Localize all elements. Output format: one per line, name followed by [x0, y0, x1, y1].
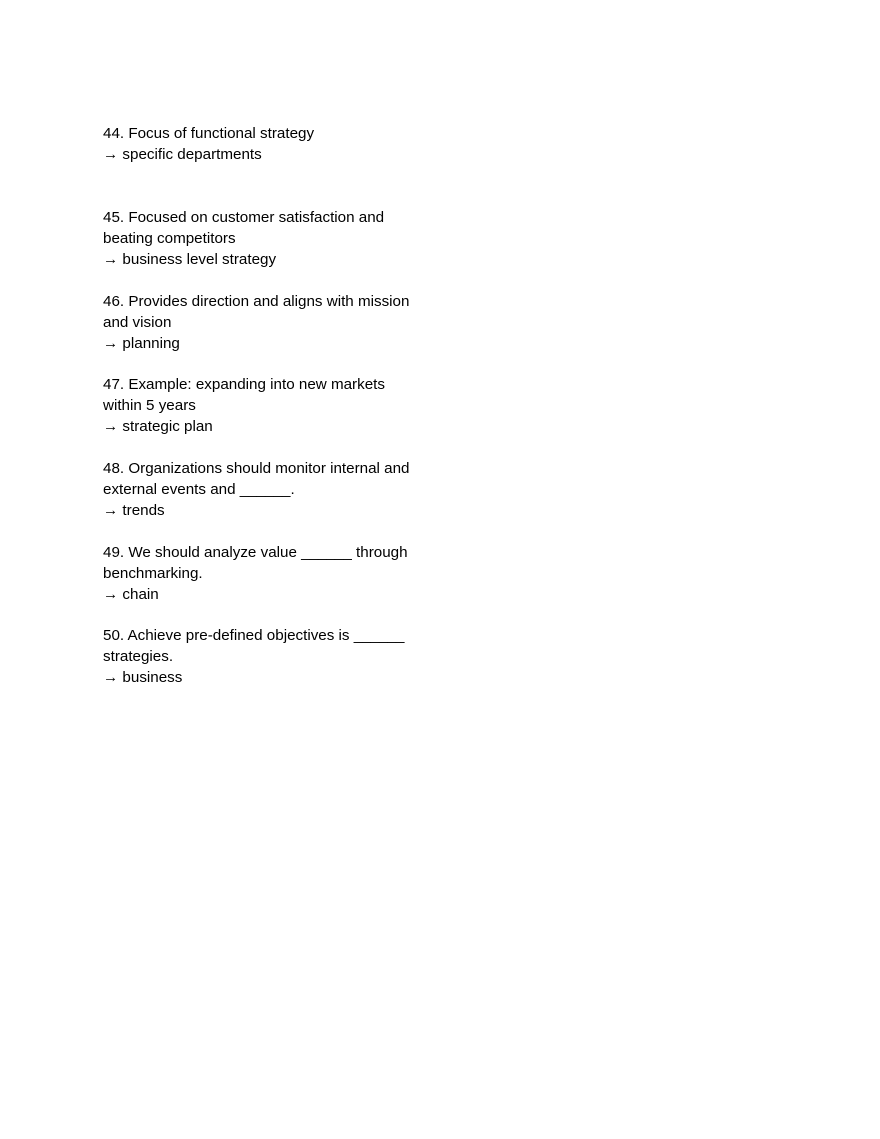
- question-item-44: [103, 123, 413, 165]
- question-text: 50. Achieve pre-defined objectives is ______ strategies.: [103, 627, 405, 665]
- answer-text: strategic plan: [122, 418, 213, 435]
- right-arrow-icon: →: [103, 502, 119, 519]
- question-item-46: [103, 291, 413, 354]
- answer-text: trends: [122, 502, 165, 519]
- right-arrow-icon: →: [103, 146, 119, 163]
- answer-text: business level strategy: [122, 251, 277, 268]
- answer-text: specific departments: [122, 146, 262, 163]
- question-text: 48. Organizations should monitor internal and external events and ______.: [103, 460, 410, 498]
- right-arrow-icon: →: [103, 586, 119, 603]
- question-text: 47. Example: expanding into new markets within 5 years: [103, 376, 385, 414]
- right-arrow-icon: →: [103, 335, 119, 352]
- question-text: 45. Focused on customer satisfaction and beating competitors: [103, 209, 385, 247]
- question-item-49: [103, 542, 413, 605]
- answer-line: [103, 667, 413, 688]
- answer-line: [103, 249, 413, 270]
- answer-line: [103, 500, 413, 521]
- right-arrow-icon: →: [103, 669, 119, 686]
- right-arrow-icon: →: [103, 251, 119, 268]
- answer-text: business: [122, 669, 183, 686]
- answer-line: [103, 144, 413, 165]
- answer-text: planning: [122, 335, 180, 352]
- question-item-47: [103, 374, 413, 437]
- answer-line: [103, 584, 413, 605]
- question-item-48: [103, 458, 413, 521]
- question-item-45: [103, 207, 413, 270]
- answer-text: chain: [122, 586, 159, 603]
- question-text: 49. We should analyze value ______ through benchmarking.: [103, 544, 408, 582]
- question-text: 44. Focus of functional strategy: [103, 125, 315, 142]
- right-arrow-icon: →: [103, 418, 119, 435]
- answer-line: [103, 416, 413, 437]
- question-text: 46. Provides direction and aligns with mission and vision: [103, 293, 410, 331]
- question-item-50: [103, 625, 413, 688]
- answer-line: [103, 333, 413, 354]
